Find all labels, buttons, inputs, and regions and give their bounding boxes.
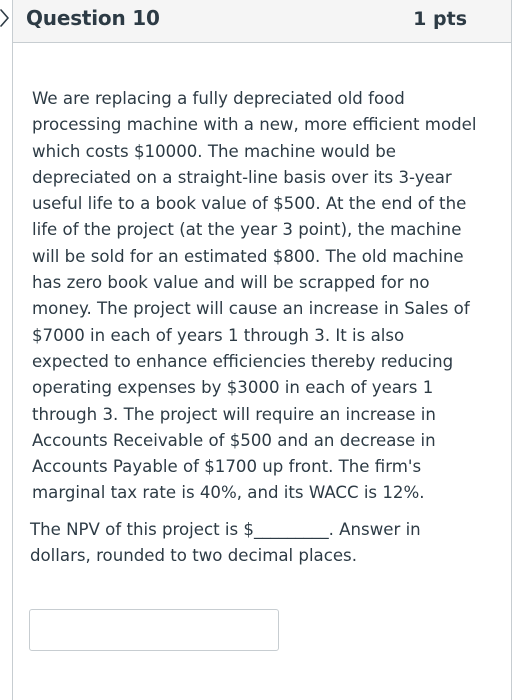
question-points: 1 pts <box>413 8 467 30</box>
question-title: Question 10 <box>26 6 160 30</box>
chevron-right-icon[interactable] <box>0 8 12 28</box>
question-text <box>32 86 482 507</box>
question-card <box>12 0 512 700</box>
question-header <box>13 0 511 43</box>
answer-input[interactable] <box>29 609 279 651</box>
question-paragraph: We are replacing a fully depreciated old food processing machine with a new, more efficient model which costs $10000. The machine would be depreciated on a straight-line basis over its 3-year useful life to a book value of $500. At the end of the life of the project (at the year 3 point), the machine will be sold for an estimated $800. The old machine has zero book value and will be scrapped for no money. The project will cause an increase in Sales of $7000 in each of years 1 through 3. It is also expected to enhance efficiencies thereby reducing operating expenses by $3000 in each of years 1 through 3. The project will require an increase in Accounts Receivable of $500 and an decrease in Accounts Payable of $1700 up front. The firm's marginal tax rate is 40%, and its WACC is 12%. <box>32 89 477 503</box>
answer-prompt: The NPV of this project is $_________. Answer in dollars, rounded to two decimal places. <box>30 520 421 565</box>
